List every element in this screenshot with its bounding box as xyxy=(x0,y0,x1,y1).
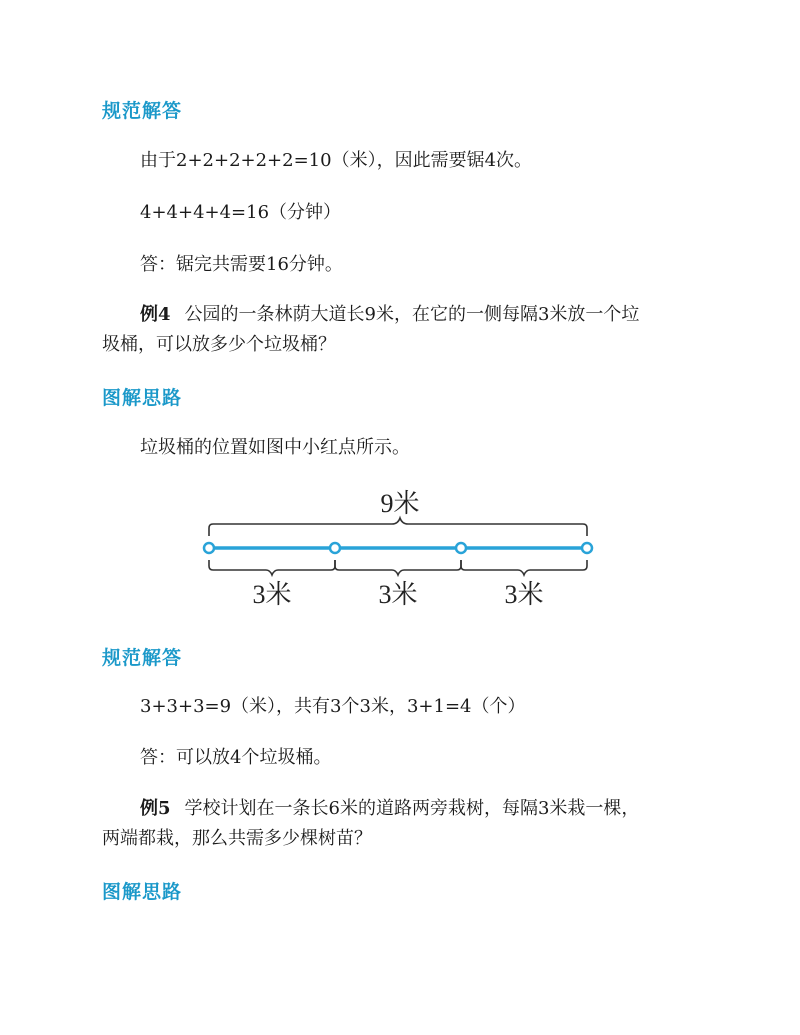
distance-diagram xyxy=(180,480,620,610)
example-4 xyxy=(102,300,722,360)
bin-point-2 xyxy=(330,543,340,553)
section-heading-standard-answer-1: 规范解答 xyxy=(102,100,183,122)
answer-line-3: 答：锯完共需要16分钟。 xyxy=(140,254,343,275)
bin-point-3 xyxy=(456,543,466,553)
example-4-text-1: 公园的一条林荫大道长9米，在它的一侧每隔3米放一个垃 xyxy=(184,304,640,325)
example-4-line-1 xyxy=(102,300,722,330)
section-heading-diagram-idea-2: 图解思路 xyxy=(102,881,183,903)
total-length-label: 9米 xyxy=(380,489,420,518)
example-4-label: 例4 xyxy=(140,304,171,325)
segment-label-3: 3米 xyxy=(504,580,544,609)
example-5-line-1 xyxy=(102,794,722,824)
segment-label-1: 3米 xyxy=(252,580,292,609)
diagram-description: 垃圾桶的位置如图中小红点所示。 xyxy=(140,437,410,458)
example-5-line-2: 两端都栽，那么共需多少棵树苗？ xyxy=(102,828,372,849)
answer-line-2: 4+4+4+4=16（分钟） xyxy=(140,202,342,223)
example-5 xyxy=(102,794,722,854)
top-brace xyxy=(209,518,587,536)
example-5-text-1: 学校计划在一条长6米的道路两旁栽树，每隔3米栽一棵， xyxy=(184,798,640,819)
answer-line-4: 3+3+3=9（米），共有3个3米，3+1=4（个） xyxy=(140,696,526,717)
bottom-brace-1 xyxy=(209,560,335,575)
bottom-brace-3 xyxy=(461,560,587,575)
answer-line-1: 由于2+2+2+2+2=10（米），因此需要锯4次。 xyxy=(140,150,533,171)
section-heading-standard-answer-2: 规范解答 xyxy=(102,647,183,669)
example-5-label: 例5 xyxy=(140,798,171,819)
example-4-line-2: 圾桶，可以放多少个垃圾桶？ xyxy=(102,334,336,355)
answer-line-5: 答：可以放4个垃圾桶。 xyxy=(140,747,332,768)
section-heading-diagram-idea-1: 图解思路 xyxy=(102,387,183,409)
bin-point-4 xyxy=(582,543,592,553)
bottom-brace-2 xyxy=(335,560,461,575)
segment-label-2: 3米 xyxy=(378,580,418,609)
bin-point-1 xyxy=(204,543,214,553)
